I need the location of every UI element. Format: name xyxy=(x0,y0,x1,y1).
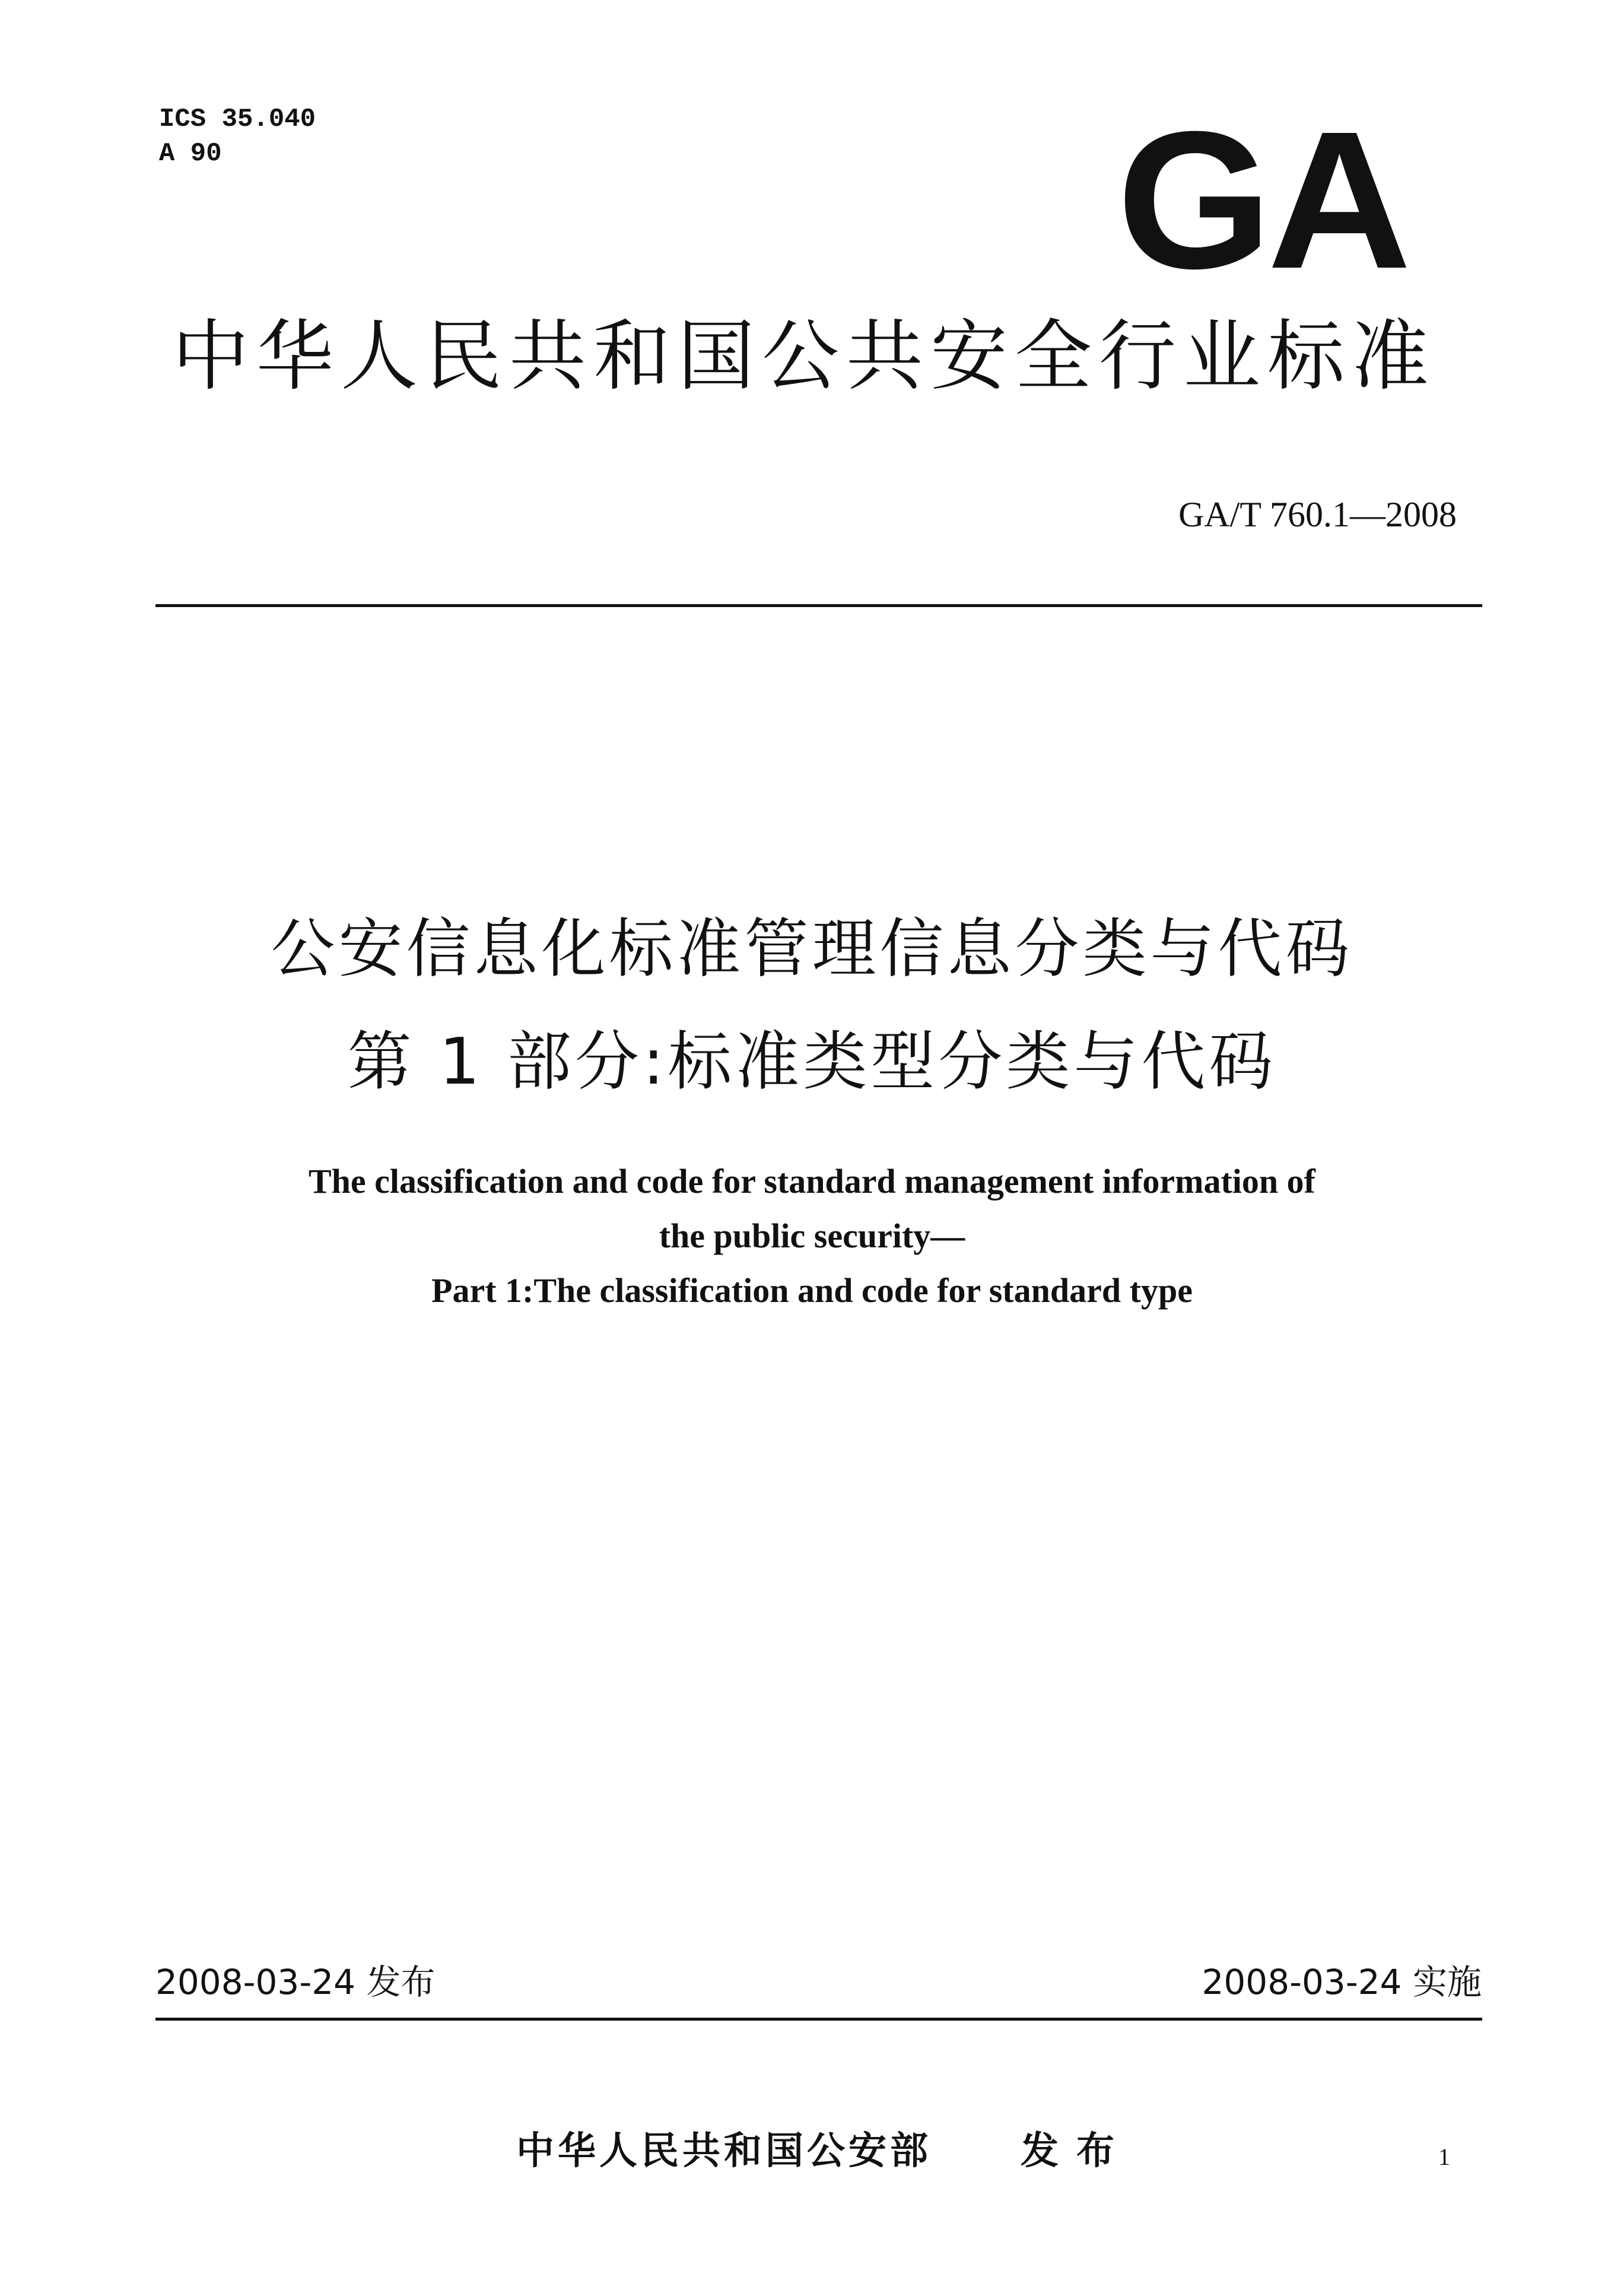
title-en-line1: The classification and code for standard management information of xyxy=(308,1162,1315,1201)
title-en-line2: the public security— xyxy=(659,1217,965,1255)
publish-date: 2008-03-24 发布 xyxy=(155,1962,436,2002)
standard-code: GA/T 760.1—2008 xyxy=(1178,495,1457,534)
page-number: 1 xyxy=(1438,2143,1450,2170)
title-en-line3: Part 1:The classification and code for standard type xyxy=(431,1271,1193,1310)
header-divider xyxy=(155,604,1482,607)
implement-date: 2008-03-24 实施 xyxy=(1202,1962,1482,2002)
ccs-code: A 90 xyxy=(159,139,222,169)
ga-logo-text: GA xyxy=(1117,90,1407,309)
ga-logo xyxy=(1079,90,1407,309)
issuing-authority: 中华人民共和国公安部 xyxy=(516,2129,932,2173)
ics-code: ICS 35.040 xyxy=(159,104,316,134)
industry-standard-title: 中华人民共和国公共安全行业标准 xyxy=(172,311,1437,401)
title-cn-line1: 公安信息化标准管理信息分类与代码 xyxy=(271,912,1353,986)
title-cn-line2: 第 1 部分:标准类型分类与代码 xyxy=(347,1025,1277,1099)
issue-action: 发布 xyxy=(1021,2129,1132,2173)
classification-codes xyxy=(159,102,316,171)
footer-divider xyxy=(155,2018,1482,2021)
